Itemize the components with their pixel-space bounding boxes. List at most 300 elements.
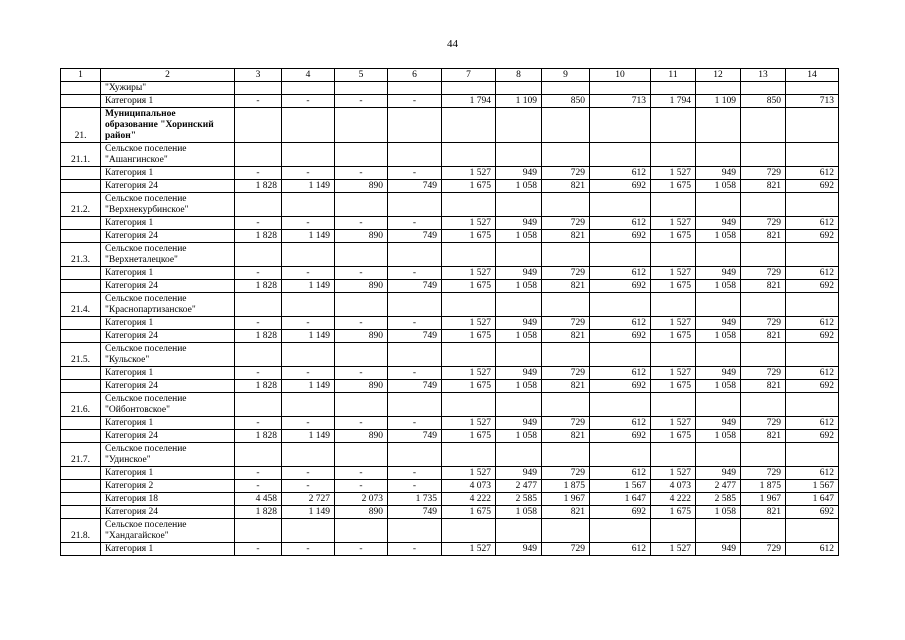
value-cell: 692 bbox=[590, 330, 651, 343]
row-index bbox=[61, 506, 101, 519]
subsection-row bbox=[61, 443, 839, 467]
value-cell bbox=[651, 82, 696, 95]
value-cell: 1 675 bbox=[442, 230, 496, 243]
row-index bbox=[61, 417, 101, 430]
value-cell: - bbox=[235, 367, 282, 380]
value-cell bbox=[235, 443, 282, 467]
value-cell: - bbox=[282, 317, 335, 330]
value-cell: 2 585 bbox=[696, 493, 741, 506]
value-cell bbox=[335, 82, 388, 95]
value-cell: - bbox=[388, 267, 442, 280]
value-cell: - bbox=[335, 543, 388, 556]
value-cell: 749 bbox=[388, 280, 442, 293]
row-index bbox=[61, 217, 101, 230]
value-cell: 1 527 bbox=[442, 267, 496, 280]
value-cell bbox=[590, 82, 651, 95]
value-cell: 1 675 bbox=[442, 180, 496, 193]
value-cell: 1 527 bbox=[651, 467, 696, 480]
value-cell: - bbox=[235, 543, 282, 556]
value-cell: 1 149 bbox=[282, 280, 335, 293]
row-index bbox=[61, 267, 101, 280]
value-cell bbox=[786, 243, 839, 267]
value-cell bbox=[388, 293, 442, 317]
value-cell: - bbox=[335, 317, 388, 330]
row-label: Категория 2 bbox=[101, 480, 235, 493]
value-cell: 1 735 bbox=[388, 493, 442, 506]
row-label: Категория 1 bbox=[101, 417, 235, 430]
row-label: Сельское поселение "Хандагайское" bbox=[101, 519, 235, 543]
row-label: Категория 24 bbox=[101, 430, 235, 443]
value-cell bbox=[235, 193, 282, 217]
value-cell: 612 bbox=[590, 367, 651, 380]
value-cell: 749 bbox=[388, 506, 442, 519]
table-row bbox=[61, 506, 839, 519]
value-cell: - bbox=[282, 217, 335, 230]
value-cell bbox=[786, 193, 839, 217]
value-cell: - bbox=[235, 167, 282, 180]
value-cell: - bbox=[388, 417, 442, 430]
value-cell: - bbox=[388, 467, 442, 480]
value-cell bbox=[388, 243, 442, 267]
value-cell bbox=[282, 393, 335, 417]
value-cell bbox=[741, 193, 786, 217]
value-cell bbox=[542, 143, 590, 167]
value-cell bbox=[696, 193, 741, 217]
value-cell bbox=[388, 193, 442, 217]
value-cell: 821 bbox=[741, 380, 786, 393]
value-cell: 692 bbox=[786, 280, 839, 293]
row-label: Категория 1 bbox=[101, 467, 235, 480]
row-index: 21. bbox=[61, 108, 101, 143]
value-cell: 692 bbox=[786, 430, 839, 443]
value-cell bbox=[651, 243, 696, 267]
value-cell bbox=[235, 293, 282, 317]
row-index: 21.1. bbox=[61, 143, 101, 167]
header-cell: 2 bbox=[101, 69, 235, 82]
value-cell: - bbox=[235, 467, 282, 480]
value-cell bbox=[696, 443, 741, 467]
value-cell bbox=[786, 519, 839, 543]
value-cell: - bbox=[335, 417, 388, 430]
value-cell bbox=[651, 519, 696, 543]
value-cell: - bbox=[282, 367, 335, 380]
value-cell: 949 bbox=[496, 167, 542, 180]
value-cell: 1 828 bbox=[235, 230, 282, 243]
value-cell: 821 bbox=[542, 430, 590, 443]
header-cell: 1 bbox=[61, 69, 101, 82]
value-cell: 1 527 bbox=[442, 317, 496, 330]
value-cell: 692 bbox=[786, 380, 839, 393]
row-index: 21.5. bbox=[61, 343, 101, 367]
page-number: 44 bbox=[447, 38, 458, 50]
value-cell: 1 647 bbox=[590, 493, 651, 506]
value-cell: 612 bbox=[590, 467, 651, 480]
value-cell: 949 bbox=[696, 317, 741, 330]
value-cell bbox=[335, 443, 388, 467]
value-cell: 949 bbox=[496, 367, 542, 380]
value-cell: 949 bbox=[496, 543, 542, 556]
value-cell: 729 bbox=[542, 167, 590, 180]
header-row bbox=[61, 69, 839, 82]
value-cell: 821 bbox=[542, 330, 590, 343]
table-row bbox=[61, 217, 839, 230]
row-label: Категория 1 bbox=[101, 217, 235, 230]
value-cell: 1 058 bbox=[696, 380, 741, 393]
value-cell: 1 675 bbox=[651, 506, 696, 519]
row-index bbox=[61, 493, 101, 506]
table-row bbox=[61, 380, 839, 393]
value-cell bbox=[282, 108, 335, 143]
value-cell bbox=[335, 243, 388, 267]
value-cell bbox=[590, 343, 651, 367]
value-cell bbox=[696, 82, 741, 95]
header-cell: 9 bbox=[542, 69, 590, 82]
value-cell: 729 bbox=[542, 317, 590, 330]
value-cell bbox=[282, 443, 335, 467]
value-cell bbox=[651, 443, 696, 467]
value-cell: 2 073 bbox=[335, 493, 388, 506]
row-index bbox=[61, 95, 101, 108]
value-cell bbox=[696, 343, 741, 367]
value-cell bbox=[651, 393, 696, 417]
value-cell: 729 bbox=[741, 417, 786, 430]
value-cell bbox=[542, 193, 590, 217]
value-cell: 949 bbox=[696, 417, 741, 430]
value-cell: 729 bbox=[741, 267, 786, 280]
value-cell bbox=[651, 293, 696, 317]
value-cell bbox=[696, 243, 741, 267]
value-cell: 729 bbox=[542, 417, 590, 430]
value-cell bbox=[786, 82, 839, 95]
value-cell bbox=[235, 519, 282, 543]
value-cell: 1 828 bbox=[235, 330, 282, 343]
value-cell: 1 967 bbox=[542, 493, 590, 506]
value-cell bbox=[496, 343, 542, 367]
value-cell: 713 bbox=[786, 95, 839, 108]
value-cell: 1 828 bbox=[235, 506, 282, 519]
table-row bbox=[61, 330, 839, 343]
value-cell bbox=[235, 243, 282, 267]
value-cell: 821 bbox=[741, 330, 786, 343]
value-cell: 1 527 bbox=[651, 317, 696, 330]
value-cell: - bbox=[335, 267, 388, 280]
value-cell: 729 bbox=[542, 267, 590, 280]
value-cell: 1 647 bbox=[786, 493, 839, 506]
value-cell: 1 149 bbox=[282, 230, 335, 243]
value-cell bbox=[235, 143, 282, 167]
value-cell: 949 bbox=[696, 543, 741, 556]
value-cell: 692 bbox=[590, 280, 651, 293]
row-index bbox=[61, 380, 101, 393]
value-cell bbox=[542, 519, 590, 543]
value-cell bbox=[696, 143, 741, 167]
value-cell bbox=[282, 82, 335, 95]
row-label: Сельское поселение "Ойбонтовское" bbox=[101, 393, 235, 417]
row-index bbox=[61, 82, 101, 95]
value-cell: 692 bbox=[590, 506, 651, 519]
value-cell bbox=[651, 193, 696, 217]
value-cell: 1 149 bbox=[282, 506, 335, 519]
value-cell: 1 058 bbox=[696, 180, 741, 193]
value-cell: 1 527 bbox=[442, 167, 496, 180]
value-cell: 949 bbox=[496, 467, 542, 480]
table-row bbox=[61, 267, 839, 280]
value-cell bbox=[590, 243, 651, 267]
value-cell bbox=[542, 393, 590, 417]
header-cell: 10 bbox=[590, 69, 651, 82]
value-cell: 1 675 bbox=[442, 430, 496, 443]
value-cell: 1 675 bbox=[651, 430, 696, 443]
table-row bbox=[61, 493, 839, 506]
value-cell: 1 675 bbox=[651, 180, 696, 193]
value-cell: 821 bbox=[741, 230, 786, 243]
value-cell bbox=[282, 143, 335, 167]
value-cell: 749 bbox=[388, 430, 442, 443]
value-cell bbox=[741, 519, 786, 543]
value-cell bbox=[496, 443, 542, 467]
row-label: Категория 24 bbox=[101, 380, 235, 393]
value-cell: - bbox=[388, 95, 442, 108]
value-cell bbox=[651, 343, 696, 367]
value-cell: 821 bbox=[741, 506, 786, 519]
value-cell bbox=[282, 193, 335, 217]
value-cell: 1 875 bbox=[542, 480, 590, 493]
row-label: Категория 1 bbox=[101, 317, 235, 330]
value-cell bbox=[335, 143, 388, 167]
row-index bbox=[61, 330, 101, 343]
value-cell: - bbox=[335, 367, 388, 380]
value-cell: - bbox=[335, 467, 388, 480]
value-cell: 612 bbox=[590, 417, 651, 430]
table-row bbox=[61, 367, 839, 380]
value-cell: 1 527 bbox=[651, 267, 696, 280]
value-cell: 612 bbox=[590, 217, 651, 230]
value-cell: 949 bbox=[496, 267, 542, 280]
value-cell bbox=[442, 519, 496, 543]
value-cell: 692 bbox=[786, 180, 839, 193]
row-label: Сельское поселение "Верхнеталецкое" bbox=[101, 243, 235, 267]
value-cell: 1 058 bbox=[696, 280, 741, 293]
value-cell bbox=[282, 343, 335, 367]
value-cell: 1 967 bbox=[741, 493, 786, 506]
value-cell bbox=[696, 393, 741, 417]
value-cell bbox=[442, 443, 496, 467]
row-index bbox=[61, 317, 101, 330]
value-cell bbox=[741, 143, 786, 167]
value-cell bbox=[696, 293, 741, 317]
value-cell: - bbox=[282, 417, 335, 430]
value-cell: 692 bbox=[786, 330, 839, 343]
section-row bbox=[61, 108, 839, 143]
value-cell bbox=[786, 393, 839, 417]
value-cell bbox=[542, 293, 590, 317]
value-cell: 1 527 bbox=[651, 367, 696, 380]
value-cell bbox=[741, 82, 786, 95]
value-cell bbox=[235, 393, 282, 417]
row-label: Категория 1 bbox=[101, 95, 235, 108]
value-cell: 2 585 bbox=[496, 493, 542, 506]
value-cell: 949 bbox=[496, 217, 542, 230]
value-cell: - bbox=[235, 317, 282, 330]
value-cell bbox=[335, 343, 388, 367]
row-index bbox=[61, 230, 101, 243]
row-label: Категория 24 bbox=[101, 506, 235, 519]
value-cell bbox=[335, 193, 388, 217]
value-cell: - bbox=[235, 417, 282, 430]
row-index: 21.8. bbox=[61, 519, 101, 543]
subsection-row bbox=[61, 193, 839, 217]
row-index: 21.6. bbox=[61, 393, 101, 417]
value-cell bbox=[590, 193, 651, 217]
value-cell: 1 675 bbox=[651, 230, 696, 243]
value-cell: 949 bbox=[496, 417, 542, 430]
value-cell: 890 bbox=[335, 380, 388, 393]
value-cell bbox=[388, 443, 442, 467]
subsection-row bbox=[61, 82, 839, 95]
value-cell: 729 bbox=[741, 543, 786, 556]
header-cell: 12 bbox=[696, 69, 741, 82]
value-cell: 729 bbox=[741, 167, 786, 180]
header-cell: 6 bbox=[388, 69, 442, 82]
value-cell: 890 bbox=[335, 180, 388, 193]
value-cell bbox=[496, 519, 542, 543]
row-index: 21.2. bbox=[61, 193, 101, 217]
value-cell: 1 675 bbox=[442, 506, 496, 519]
value-cell: 1 828 bbox=[235, 380, 282, 393]
value-cell: 1 567 bbox=[786, 480, 839, 493]
value-cell: - bbox=[282, 480, 335, 493]
value-cell bbox=[442, 293, 496, 317]
value-cell bbox=[282, 293, 335, 317]
value-cell bbox=[496, 293, 542, 317]
value-cell bbox=[786, 108, 839, 143]
value-cell: 713 bbox=[590, 95, 651, 108]
value-cell: - bbox=[235, 95, 282, 108]
value-cell: - bbox=[282, 467, 335, 480]
value-cell: 1 058 bbox=[696, 506, 741, 519]
value-cell bbox=[651, 143, 696, 167]
value-cell: - bbox=[282, 167, 335, 180]
value-cell: 729 bbox=[741, 367, 786, 380]
subsection-row bbox=[61, 293, 839, 317]
row-label: Сельское поселение "Ашангинское" bbox=[101, 143, 235, 167]
table-row bbox=[61, 467, 839, 480]
value-cell: 612 bbox=[590, 167, 651, 180]
row-label: Сельское поселение "Верхнекурбинское" bbox=[101, 193, 235, 217]
value-cell bbox=[442, 393, 496, 417]
value-cell: 1 527 bbox=[651, 543, 696, 556]
row-index bbox=[61, 367, 101, 380]
value-cell bbox=[282, 519, 335, 543]
value-cell: 692 bbox=[590, 180, 651, 193]
row-index bbox=[61, 430, 101, 443]
value-cell bbox=[496, 143, 542, 167]
value-cell bbox=[590, 519, 651, 543]
value-cell: 1 567 bbox=[590, 480, 651, 493]
value-cell: 1 675 bbox=[651, 280, 696, 293]
value-cell: 1 058 bbox=[696, 230, 741, 243]
value-cell bbox=[442, 243, 496, 267]
value-cell: 821 bbox=[542, 380, 590, 393]
value-cell: 949 bbox=[696, 267, 741, 280]
value-cell bbox=[496, 82, 542, 95]
table-row bbox=[61, 95, 839, 108]
value-cell: 749 bbox=[388, 230, 442, 243]
value-cell: 1 149 bbox=[282, 430, 335, 443]
value-cell bbox=[442, 143, 496, 167]
row-label: Сельское поселение "Краснопартизанское" bbox=[101, 293, 235, 317]
header-cell: 3 bbox=[235, 69, 282, 82]
value-cell: 1 058 bbox=[496, 330, 542, 343]
value-cell: - bbox=[335, 95, 388, 108]
value-cell bbox=[542, 343, 590, 367]
value-cell: 692 bbox=[786, 506, 839, 519]
value-cell: 692 bbox=[786, 230, 839, 243]
value-cell: 4 222 bbox=[651, 493, 696, 506]
value-cell bbox=[786, 293, 839, 317]
value-cell: 1 058 bbox=[496, 380, 542, 393]
value-cell: 1 149 bbox=[282, 330, 335, 343]
value-cell: 1 675 bbox=[442, 330, 496, 343]
row-index: 21.3. bbox=[61, 243, 101, 267]
value-cell: 1 828 bbox=[235, 430, 282, 443]
value-cell: 4 222 bbox=[442, 493, 496, 506]
header-cell: 7 bbox=[442, 69, 496, 82]
value-cell: 1 527 bbox=[442, 467, 496, 480]
value-cell: 1 527 bbox=[442, 367, 496, 380]
row-label: Категория 24 bbox=[101, 180, 235, 193]
value-cell bbox=[388, 343, 442, 367]
row-index bbox=[61, 167, 101, 180]
row-label: Сельское поселение "Удинское" bbox=[101, 443, 235, 467]
value-cell bbox=[696, 519, 741, 543]
value-cell: 1 675 bbox=[442, 280, 496, 293]
value-cell: 612 bbox=[786, 217, 839, 230]
value-cell: 821 bbox=[741, 180, 786, 193]
value-cell: 850 bbox=[741, 95, 786, 108]
value-cell: - bbox=[388, 367, 442, 380]
value-cell bbox=[590, 443, 651, 467]
value-cell: 2 477 bbox=[696, 480, 741, 493]
value-cell: 749 bbox=[388, 330, 442, 343]
value-cell: 612 bbox=[590, 543, 651, 556]
value-cell: 890 bbox=[335, 430, 388, 443]
value-cell: 729 bbox=[741, 467, 786, 480]
value-cell: - bbox=[335, 167, 388, 180]
value-cell: 749 bbox=[388, 380, 442, 393]
value-cell: 2 727 bbox=[282, 493, 335, 506]
value-cell: - bbox=[335, 217, 388, 230]
value-cell: 612 bbox=[590, 317, 651, 330]
header-cell: 13 bbox=[741, 69, 786, 82]
value-cell: 1 109 bbox=[496, 95, 542, 108]
value-cell bbox=[590, 108, 651, 143]
value-cell bbox=[590, 293, 651, 317]
value-cell: 1 058 bbox=[696, 430, 741, 443]
value-cell: 1 058 bbox=[496, 506, 542, 519]
table-row bbox=[61, 180, 839, 193]
value-cell bbox=[696, 108, 741, 143]
table-row bbox=[61, 230, 839, 243]
value-cell bbox=[335, 519, 388, 543]
value-cell: 692 bbox=[590, 430, 651, 443]
value-cell: 1 058 bbox=[496, 180, 542, 193]
value-cell: 612 bbox=[786, 167, 839, 180]
value-cell bbox=[542, 108, 590, 143]
row-index: 21.4. bbox=[61, 293, 101, 317]
header-cell: 8 bbox=[496, 69, 542, 82]
value-cell bbox=[741, 343, 786, 367]
